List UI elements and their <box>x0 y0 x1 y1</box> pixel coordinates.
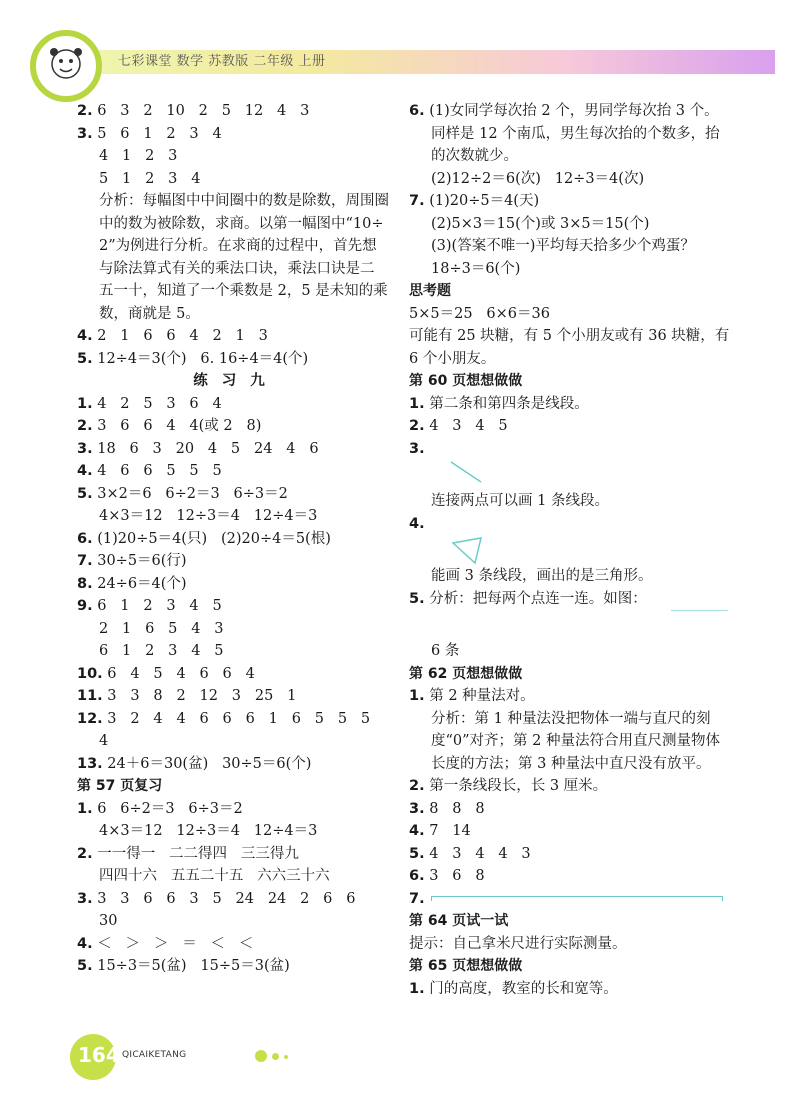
answer-text: 18÷3＝6(个) <box>431 260 521 277</box>
item-number: 12. <box>77 710 103 727</box>
answer-text: 24÷6＝4(个) <box>92 575 187 592</box>
answer-line <box>77 325 395 348</box>
answer-line <box>77 888 395 911</box>
answer-line <box>77 145 395 168</box>
item-number: 5. <box>77 350 93 367</box>
answer-line <box>409 513 739 536</box>
decor-dot-icon <box>284 1055 288 1059</box>
answer-line <box>409 213 739 236</box>
answer-text: 第二条和第四条是线段。 <box>424 395 589 412</box>
item-number: 4. <box>77 935 93 952</box>
answer-text: 3 6 8 <box>424 868 485 884</box>
item-number: 4. <box>409 823 425 839</box>
answer-text: 3 3 8 2 12 3 25 1 <box>102 688 297 704</box>
answer-line <box>409 798 739 821</box>
item-number: 2. <box>77 845 93 862</box>
answer-line <box>77 100 395 123</box>
page-number: 164 <box>78 1043 120 1067</box>
right-column <box>409 100 739 1000</box>
answer-line <box>409 100 739 123</box>
answer-line <box>77 663 395 686</box>
answer-line <box>77 933 395 956</box>
answer-text: 2 1 6 5 4 3 <box>99 620 224 637</box>
answer-text: 15÷3＝5(盆) 15÷5＝3(盆) <box>92 958 290 974</box>
segment-figure <box>431 460 731 490</box>
answer-text: 4×3＝12 12÷3＝4 12÷4＝3 <box>99 823 318 839</box>
answer-text: 3 6 6 4 4(或 2 8) <box>92 418 262 434</box>
answer-text: 的次数就少。 <box>431 148 518 164</box>
section-heading: 第 60 页想想做做 <box>409 373 523 389</box>
answer-text: 四四十六 五五二十五 六六三十六 <box>99 868 330 884</box>
answer-text: 4 6 6 5 5 5 <box>92 463 222 479</box>
answer-line <box>409 820 739 843</box>
answer-line <box>409 123 739 146</box>
answer-text: (3)(答案不唯一)平均每天拾多少个鸡蛋？ <box>431 238 695 254</box>
item-number: 6. <box>409 868 425 884</box>
answer-text: 五一十，知道了一个乘数是 2，5 是未知的乘 <box>99 283 388 299</box>
answer-text: 3 3 6 6 3 5 24 24 2 6 6 <box>92 890 356 907</box>
answer-line <box>77 640 395 663</box>
answer-text: 度“0”对齐；第 2 种量法符合用直尺测量物体 <box>431 733 720 749</box>
item-number: 1. <box>409 688 425 704</box>
figure-row <box>409 460 739 490</box>
item-number: 9. <box>77 598 93 614</box>
answer-line <box>409 865 739 888</box>
answer-text: 4 1 2 3 <box>99 148 178 164</box>
item-number: 1. <box>77 395 93 412</box>
item-number: 11. <box>77 688 103 704</box>
answer-text: (1)女同学每次抬 2 个，男同学每次抬 3 个。 <box>424 103 719 119</box>
triangle-figure <box>431 535 731 565</box>
answer-line <box>77 955 395 978</box>
item-number: 3. <box>77 440 93 457</box>
footer-brand: QICAIKETANG <box>122 1050 187 1060</box>
answer-line <box>409 888 739 911</box>
answer-line <box>77 685 395 708</box>
item-number: 2. <box>77 103 93 119</box>
line-segment <box>451 462 481 482</box>
item-number: 5. <box>409 845 425 862</box>
item-number: 1. <box>77 800 93 817</box>
item-number: 10. <box>77 665 103 682</box>
answer-line <box>77 348 395 371</box>
answer-line <box>77 213 395 236</box>
answer-text: 6 6÷2＝3 6÷3＝2 <box>92 800 243 817</box>
answer-line <box>409 640 739 663</box>
answer-text: 2”为例进行分析。在求商的过程中，首先想 <box>99 238 377 254</box>
answer-text: 18 6 3 20 4 5 24 4 6 <box>92 440 319 457</box>
answer-line <box>77 910 395 933</box>
item-number: 3. <box>409 800 425 817</box>
item-number: 7. <box>77 553 93 569</box>
answer-line <box>409 933 739 956</box>
answer-text: 提示：自己拿米尺进行实际测量。 <box>409 935 627 952</box>
section-heading: 第 65 页想想做做 <box>409 958 523 974</box>
item-number: 1. <box>409 395 425 412</box>
triangle-shape <box>453 538 481 563</box>
left-column <box>77 100 395 978</box>
item-number: 5. <box>77 485 93 502</box>
answer-line <box>77 753 395 776</box>
answer-line <box>409 843 739 866</box>
item-number: 7. <box>409 193 425 209</box>
answer-line <box>409 415 739 438</box>
answer-text: 门的高度，教室的长和宽等。 <box>424 980 618 997</box>
answer-line <box>77 798 395 821</box>
figure-row <box>409 535 739 565</box>
answer-line <box>409 393 739 416</box>
answer-text: 中的数为被除数，求商。以第一幅图中“10÷ <box>99 215 384 232</box>
answer-text: (2)12÷2＝6(次) 12÷3＝4(次) <box>431 170 645 187</box>
item-number: 8. <box>77 575 93 592</box>
answer-text: 2 1 6 6 4 2 1 3 <box>92 328 268 344</box>
answer-text: 4×3＝12 12÷3＝4 12÷4＝3 <box>99 508 318 524</box>
item-number: 6. <box>409 103 425 119</box>
trapezoid-figure <box>431 610 731 640</box>
answer-text: 6 4 5 4 6 6 4 <box>102 665 255 682</box>
section-title: 练习九 <box>193 373 279 389</box>
item-number: 3. <box>77 890 93 907</box>
answer-text: 第一条线段长，长 3 厘米。 <box>424 778 608 794</box>
answer-line <box>77 573 395 596</box>
answer-text: ＜ ＞ ＞ ＝ ＜ ＜ <box>92 935 254 952</box>
answer-text: 分析：每幅图中中间圈中的数是除数，周围圈 <box>99 193 389 209</box>
answer-line <box>77 393 395 416</box>
answer-text: 连接两点可以画 1 条线段。 <box>431 493 609 509</box>
answer-line <box>409 325 739 348</box>
answer-line <box>77 483 395 506</box>
answer-line <box>409 258 739 281</box>
answer-line <box>409 730 739 753</box>
answer-line <box>409 303 739 326</box>
answer-text: 12÷4＝3(个) 6. 16÷4＝4(个) <box>92 350 309 367</box>
answer-line <box>77 303 395 326</box>
item-number: 5. <box>77 958 93 974</box>
answer-line <box>409 190 739 213</box>
answer-text: 能画 3 条线段，画出的是三角形。 <box>431 568 653 584</box>
answer-line <box>77 595 395 618</box>
item-number: 2. <box>409 778 425 794</box>
ruler-line <box>431 896 723 901</box>
answer-text: 7 14 <box>424 823 471 839</box>
answer-line <box>77 865 395 888</box>
answer-line <box>409 235 739 258</box>
answer-text: 4 <box>99 733 109 749</box>
answer-text: (1)20÷5＝4(只) (2)20÷4＝5(根) <box>92 530 331 547</box>
answer-text: 分析：把每两个点连一连。如图： <box>424 590 647 607</box>
answer-line <box>77 708 395 731</box>
answer-text: 30÷5＝6(行) <box>92 553 187 569</box>
answer-line <box>77 123 395 146</box>
item-number: 1. <box>409 980 425 997</box>
answer-line <box>409 978 739 1001</box>
item-number: 6. <box>77 530 93 547</box>
answer-line <box>77 820 395 843</box>
answer-text: 与除法算式有关的乘法口诀，乘法口诀是二 <box>99 260 375 277</box>
answer-line <box>77 460 395 483</box>
decor-dot-icon <box>255 1050 267 1062</box>
answer-text: 数，商就是 5。 <box>99 305 200 322</box>
section-heading: 第 62 页想想做做 <box>409 665 523 682</box>
answer-line <box>409 775 739 798</box>
answer-text: 6 3 2 10 2 5 12 4 3 <box>92 103 310 119</box>
answer-line <box>77 843 395 866</box>
answer-line <box>409 565 739 588</box>
answer-line <box>77 550 395 573</box>
answer-line <box>409 708 739 731</box>
answer-line <box>77 730 395 753</box>
item-number: 4. <box>77 328 93 344</box>
answer-text: 第 2 种量法对。 <box>424 688 535 704</box>
header-title: 七彩课堂 数学 苏教版 二年级 上册 <box>118 54 326 69</box>
figure-row <box>409 610 739 640</box>
answer-line <box>77 438 395 461</box>
answer-text: 5 6 1 2 3 4 <box>92 125 222 142</box>
item-number: 3. <box>409 440 425 457</box>
answer-line <box>77 258 395 281</box>
answer-text: 3 2 4 4 6 6 6 1 6 5 5 5 <box>102 710 371 727</box>
answer-line <box>409 588 739 611</box>
mascot-logo <box>30 30 102 102</box>
item-number: 5. <box>409 590 425 607</box>
decor-dot-icon <box>272 1053 279 1060</box>
answer-line <box>77 235 395 258</box>
answer-text: 30 <box>99 913 118 929</box>
answer-text: 6 1 2 3 4 5 <box>99 643 224 659</box>
answer-line <box>409 145 739 168</box>
answer-line <box>77 505 395 528</box>
item-number: 2. <box>77 418 93 434</box>
item-number: 7. <box>409 890 425 907</box>
answer-text: 分析：第 1 种量法没把物体一端与直尺的刻 <box>431 710 711 727</box>
answer-line <box>77 168 395 191</box>
answer-line <box>409 348 739 371</box>
answer-text: (2)5×3＝15(个)或 3×5＝15(个) <box>431 215 650 232</box>
answer-text: 长度的方法；第 3 种量法中直尺没有放平。 <box>431 755 711 772</box>
answer-text: 24＋6＝30(盆) 30÷5＝6(个) <box>102 755 312 772</box>
answer-text: (1)20÷5＝4(天) <box>424 193 540 209</box>
answer-text: 6 个小朋友。 <box>409 350 496 367</box>
item-number: 13. <box>77 755 103 772</box>
answer-text: 8 8 8 <box>424 800 485 817</box>
answer-line <box>77 618 395 641</box>
answer-line <box>77 190 395 213</box>
answer-text: 同样是 12 个南瓜，男生每次抬的个数多，抬 <box>431 125 720 142</box>
answer-text: 可能有 25 块糖，有 5 个小朋友或有 36 块糖，有 <box>409 328 730 344</box>
answer-line <box>409 685 739 708</box>
answer-line <box>77 528 395 551</box>
answer-line <box>409 490 739 513</box>
section-heading: 思考题 <box>409 283 451 299</box>
answer-text: 4 3 4 4 3 <box>424 845 531 862</box>
section-heading: 第 57 页复习 <box>77 778 163 794</box>
answer-text: 5×5＝25 6×6＝36 <box>409 305 550 322</box>
item-number: 4. <box>77 463 93 479</box>
answer-text: 一一得一 二二得四 三三得九 <box>92 845 299 862</box>
item-number: 3. <box>77 125 93 142</box>
answer-line <box>77 415 395 438</box>
answer-text: 4 2 5 3 6 4 <box>92 395 222 412</box>
answer-text: 3×2＝6 6÷2＝3 6÷3＝2 <box>92 485 288 502</box>
answer-line <box>409 168 739 191</box>
answer-text: 5 1 2 3 4 <box>99 170 201 187</box>
answer-text: 6 1 2 3 4 5 <box>92 598 222 614</box>
answer-line <box>409 753 739 776</box>
item-number: 2. <box>409 418 425 434</box>
answer-line <box>409 438 739 461</box>
answer-text: 6 条 <box>431 643 460 659</box>
item-number: 4. <box>409 515 425 532</box>
answer-text: 4 3 4 5 <box>424 418 508 434</box>
answer-line <box>77 280 395 303</box>
section-heading: 第 64 页试一试 <box>409 913 509 929</box>
